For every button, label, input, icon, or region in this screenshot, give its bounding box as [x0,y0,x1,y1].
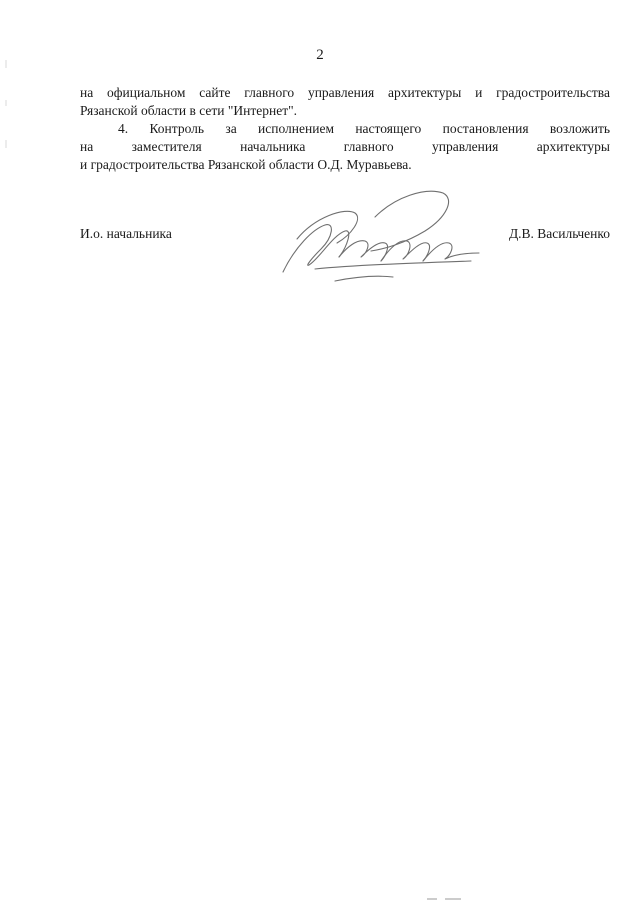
text-line: на заместителя начальника главного управления архитектуры [80,139,610,154]
text-line: на официальном сайте главного управления архитектуры и градостроительства [80,85,610,100]
document-body [80,84,610,174]
signatory-name: Д.В. Васильченко [508,226,610,241]
text-line: 4. Контроль за исполнением настоящего постановления возложить [118,121,610,136]
paragraph-control [80,120,610,174]
text-line: Рязанской области в сети "Интернет". [80,103,297,118]
scan-artifact [425,896,465,902]
signatory-position: И.о. начальника [80,226,172,241]
paragraph-publication [80,84,610,120]
signature-block [80,222,610,302]
scan-artifact [4,60,8,150]
handwritten-signature [275,177,485,287]
text-line: и градостроительства Рязанской области О.Д. Муравьева. [80,157,412,172]
page-number: 2 [316,47,324,63]
